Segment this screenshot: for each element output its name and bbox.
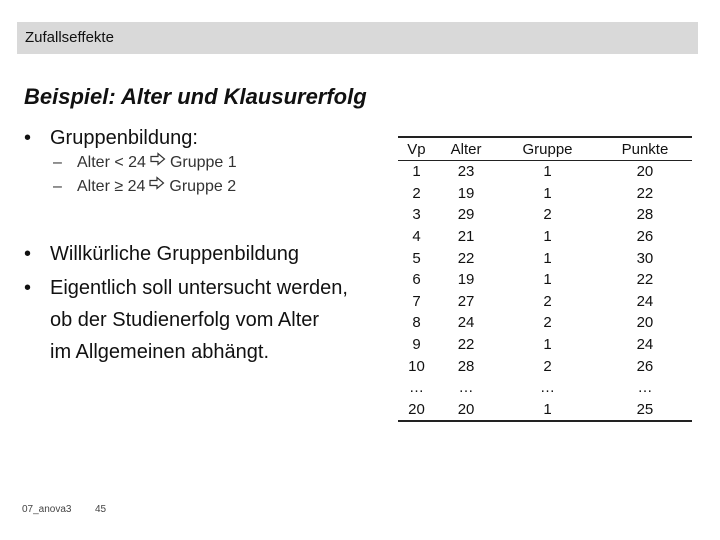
bullet-eigentlich — [24, 272, 348, 368]
table-cell: 28 — [636, 206, 654, 224]
table-cell: 9 — [412, 336, 421, 354]
table-row — [398, 291, 692, 313]
slide-title: Beispiel: Alter und Klausurerfolg — [24, 84, 367, 109]
sub-bullet-result: Gruppe 1 — [169, 154, 237, 171]
bullet-dot: • — [24, 277, 32, 299]
table-cell: 24 — [457, 314, 475, 332]
right-arrow-outline-icon — [150, 152, 166, 166]
table-cell: 7 — [412, 292, 421, 310]
bullet-dot: • — [24, 243, 32, 265]
table-row — [398, 334, 692, 356]
table-row — [398, 355, 692, 377]
table-cell: 1 — [543, 336, 552, 354]
footer-filename: 07_anova3 — [22, 504, 72, 515]
bullet-text: Gruppenbildung: — [50, 127, 198, 149]
data-table — [398, 136, 692, 422]
table-cell: 2 — [412, 184, 421, 202]
table-cell: 5 — [412, 249, 421, 267]
table-cell: 22 — [457, 336, 475, 354]
table-cell: 26 — [636, 228, 654, 246]
table-cell: 22 — [636, 271, 654, 289]
table-cell: 1 — [543, 249, 552, 267]
table-cell: 22 — [636, 184, 654, 202]
table-cell: … — [408, 379, 424, 397]
table-cell: 26 — [636, 357, 654, 375]
table-cell: 25 — [598, 399, 692, 422]
table-cell: 1 — [412, 163, 421, 181]
right-arrow-outline-icon — [149, 176, 165, 190]
sub-bullet-result: Gruppe 2 — [169, 178, 237, 195]
header-label: Zufallseffekte — [25, 29, 114, 46]
table-cell: … — [539, 379, 555, 397]
table-row — [398, 269, 692, 291]
table-cell: 19 — [457, 184, 475, 202]
table-row — [398, 183, 692, 205]
bullet-dot: • — [24, 127, 32, 149]
table-cell: 2 — [543, 292, 552, 310]
table-cell: 6 — [412, 271, 421, 289]
bullet-willkuerlich — [24, 238, 299, 270]
table-row — [398, 312, 692, 334]
table-cell: 29 — [457, 206, 475, 224]
sub-bullet-dash: – — [53, 154, 62, 171]
sub-bullet-dash: – — [53, 178, 62, 195]
table-cell: 19 — [457, 271, 475, 289]
header-bar — [17, 22, 698, 54]
table-row — [398, 161, 692, 183]
table-cell: 10 — [408, 357, 425, 375]
table-row — [398, 204, 692, 226]
table-header-row — [398, 137, 692, 161]
bullet-text: Eigentlich soll untersucht werden, ob der Studienerfolg vom Alter im Allgemeinen abhängt. — [50, 277, 348, 363]
table-cell: 3 — [412, 206, 421, 224]
table-cell: 23 — [457, 163, 475, 181]
table-row — [398, 377, 692, 399]
table-cell: 28 — [457, 357, 475, 375]
sub-bullet-condition: Alter ≥ 24 — [77, 178, 146, 195]
table-cell: … — [458, 379, 474, 397]
column-header: Alter — [435, 137, 497, 161]
table-cell: 20 — [636, 314, 654, 332]
table-cell: 24 — [636, 292, 654, 310]
table-cell: 2 — [543, 206, 552, 224]
column-header: Vp — [398, 137, 435, 161]
column-header: Punkte — [598, 137, 692, 161]
column-header: Gruppe — [497, 137, 598, 161]
table-cell: 20 — [398, 399, 435, 422]
table-cell: 2 — [543, 357, 552, 375]
bullet-text: Willkürliche Gruppenbildung — [50, 243, 300, 265]
table-row — [398, 399, 692, 422]
table-cell: 24 — [636, 336, 654, 354]
bullet-gruppenbildung — [24, 122, 198, 154]
table-cell: 21 — [457, 228, 475, 246]
table-cell: 1 — [543, 271, 552, 289]
table-cell: 1 — [543, 184, 552, 202]
table-cell: 20 — [435, 399, 497, 422]
sub-bullet-group-1 — [53, 152, 237, 174]
sub-bullet-condition: Alter < 24 — [77, 154, 146, 171]
table-row — [398, 247, 692, 269]
table-cell: 4 — [412, 228, 421, 246]
table-row — [398, 226, 692, 248]
table-cell: 2 — [543, 314, 552, 332]
table-cell: 22 — [457, 249, 475, 267]
footer-page-number: 45 — [95, 504, 107, 515]
table-cell: 27 — [457, 292, 475, 310]
sub-bullet-group-2 — [53, 176, 236, 198]
table-cell: 1 — [543, 228, 552, 246]
table-cell: 1 — [497, 399, 598, 422]
table-cell: 20 — [636, 163, 654, 181]
table-cell: 8 — [412, 314, 421, 332]
table-cell: 1 — [543, 163, 552, 181]
table-cell: 30 — [636, 249, 654, 267]
table-cell: … — [637, 379, 653, 397]
